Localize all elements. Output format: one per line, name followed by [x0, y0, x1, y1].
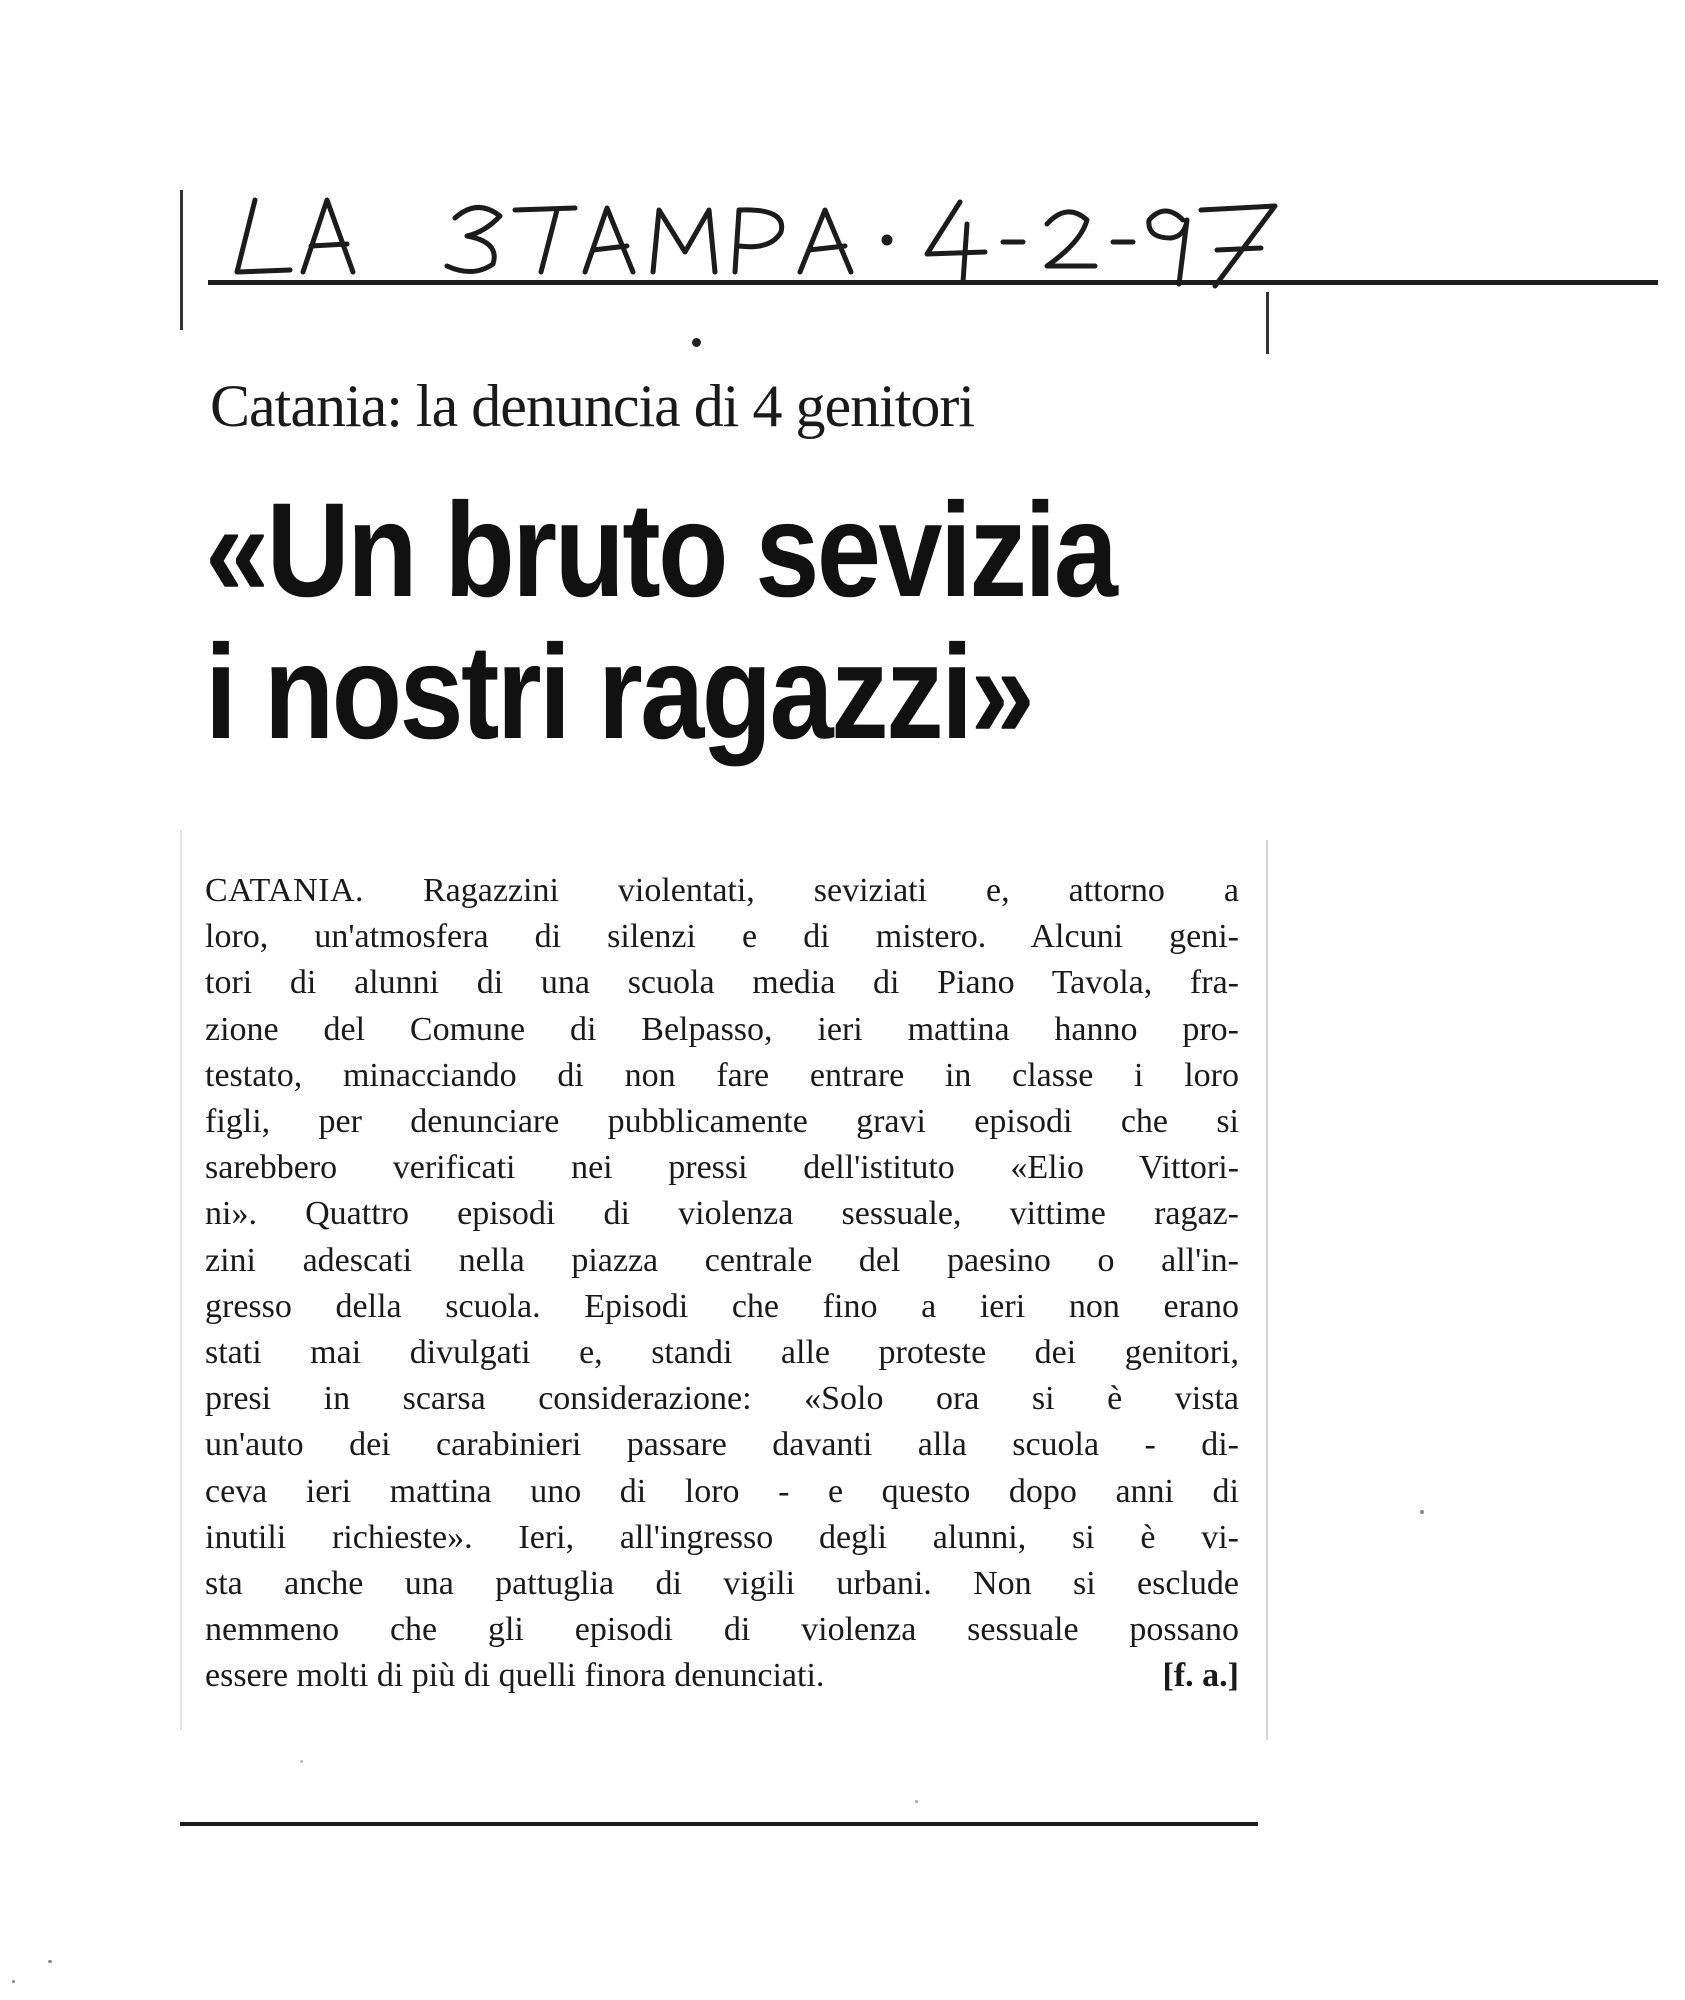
article-line: CATANIA. Ragazzini violentati, seviziati e, attorno a	[205, 872, 1240, 909]
scan-speck	[12, 1980, 15, 1983]
article-line: sarebbero verificati nei pressi dell'istituto «Elio Vittori-	[205, 1149, 1239, 1187]
article-line: un'auto dei carabinieri passare davanti alla scuola - di-	[205, 1426, 1239, 1464]
article-line: zini adescati nella piazza centrale del paesino o all'in-	[205, 1241, 1239, 1279]
article-line: nemmeno che gli episodi di violenza sessuale possano	[205, 1611, 1239, 1649]
article-line: stati mai divulgati e, standi alle proteste dei genitori,	[205, 1334, 1239, 1372]
top-rule	[208, 280, 1658, 285]
article-closing-text: essere molti di più di quelli finora denunciati.	[205, 1657, 825, 1695]
article-line: zione del Comune di Belpasso, ieri mattina hanno pro-	[205, 1010, 1239, 1048]
dateline: CATANIA.	[205, 872, 364, 909]
headline-line-1: «Un bruto sevizia	[205, 476, 1116, 625]
article-line: inutili richieste». Ieri, all'ingresso degli alunni, si è vi-	[205, 1518, 1239, 1556]
article-line: gresso della scuola. Episodi che fino a ieri non erano	[205, 1287, 1239, 1325]
scan-speck	[915, 1800, 918, 1803]
article-line: ceva ieri mattina uno di loro - e questo dopo anni di	[205, 1472, 1239, 1510]
main-headline	[205, 476, 1116, 767]
clipping-left-border	[180, 190, 183, 330]
article-line: figli, per denunciare pubblicamente gravi episodi che si	[205, 1103, 1239, 1141]
scan-speck	[1420, 1510, 1424, 1514]
clipping-left-edge-shadow	[180, 830, 182, 1730]
clipping-right-border	[1266, 292, 1269, 354]
article-line: loro, un'atmosfera di silenzi e di mistero. Alcuni geni-	[205, 918, 1239, 956]
headline-line-2: i nostri ragazzi»	[205, 618, 1033, 767]
author-initials: [f. a.]	[1162, 1657, 1239, 1695]
article-line: ni». Quattro episodi di violenza sessuale, vittime ragaz-	[205, 1195, 1239, 1233]
article-last-line	[205, 1653, 1239, 1699]
bullet-mark	[692, 338, 701, 347]
clipping-right-edge-shadow	[1266, 840, 1268, 1740]
article-line: testato, minacciando di non fare entrare in classe i loro	[205, 1056, 1239, 1094]
kicker-headline: Catania: la denuncia di 4 genitori	[210, 373, 975, 439]
article-line: sta anche una pattuglia di vigili urbani. Non si esclude	[205, 1565, 1239, 1603]
article-line: tori di alunni di una scuola media di Piano Tavola, fra-	[205, 964, 1239, 1002]
bottom-rule	[180, 1822, 1258, 1826]
scan-speck	[300, 1760, 303, 1763]
article-line: presi in scarsa considerazione: «Solo ora si è vista	[205, 1380, 1239, 1418]
article-body	[205, 868, 1239, 1700]
scan-speck	[48, 1960, 52, 1963]
